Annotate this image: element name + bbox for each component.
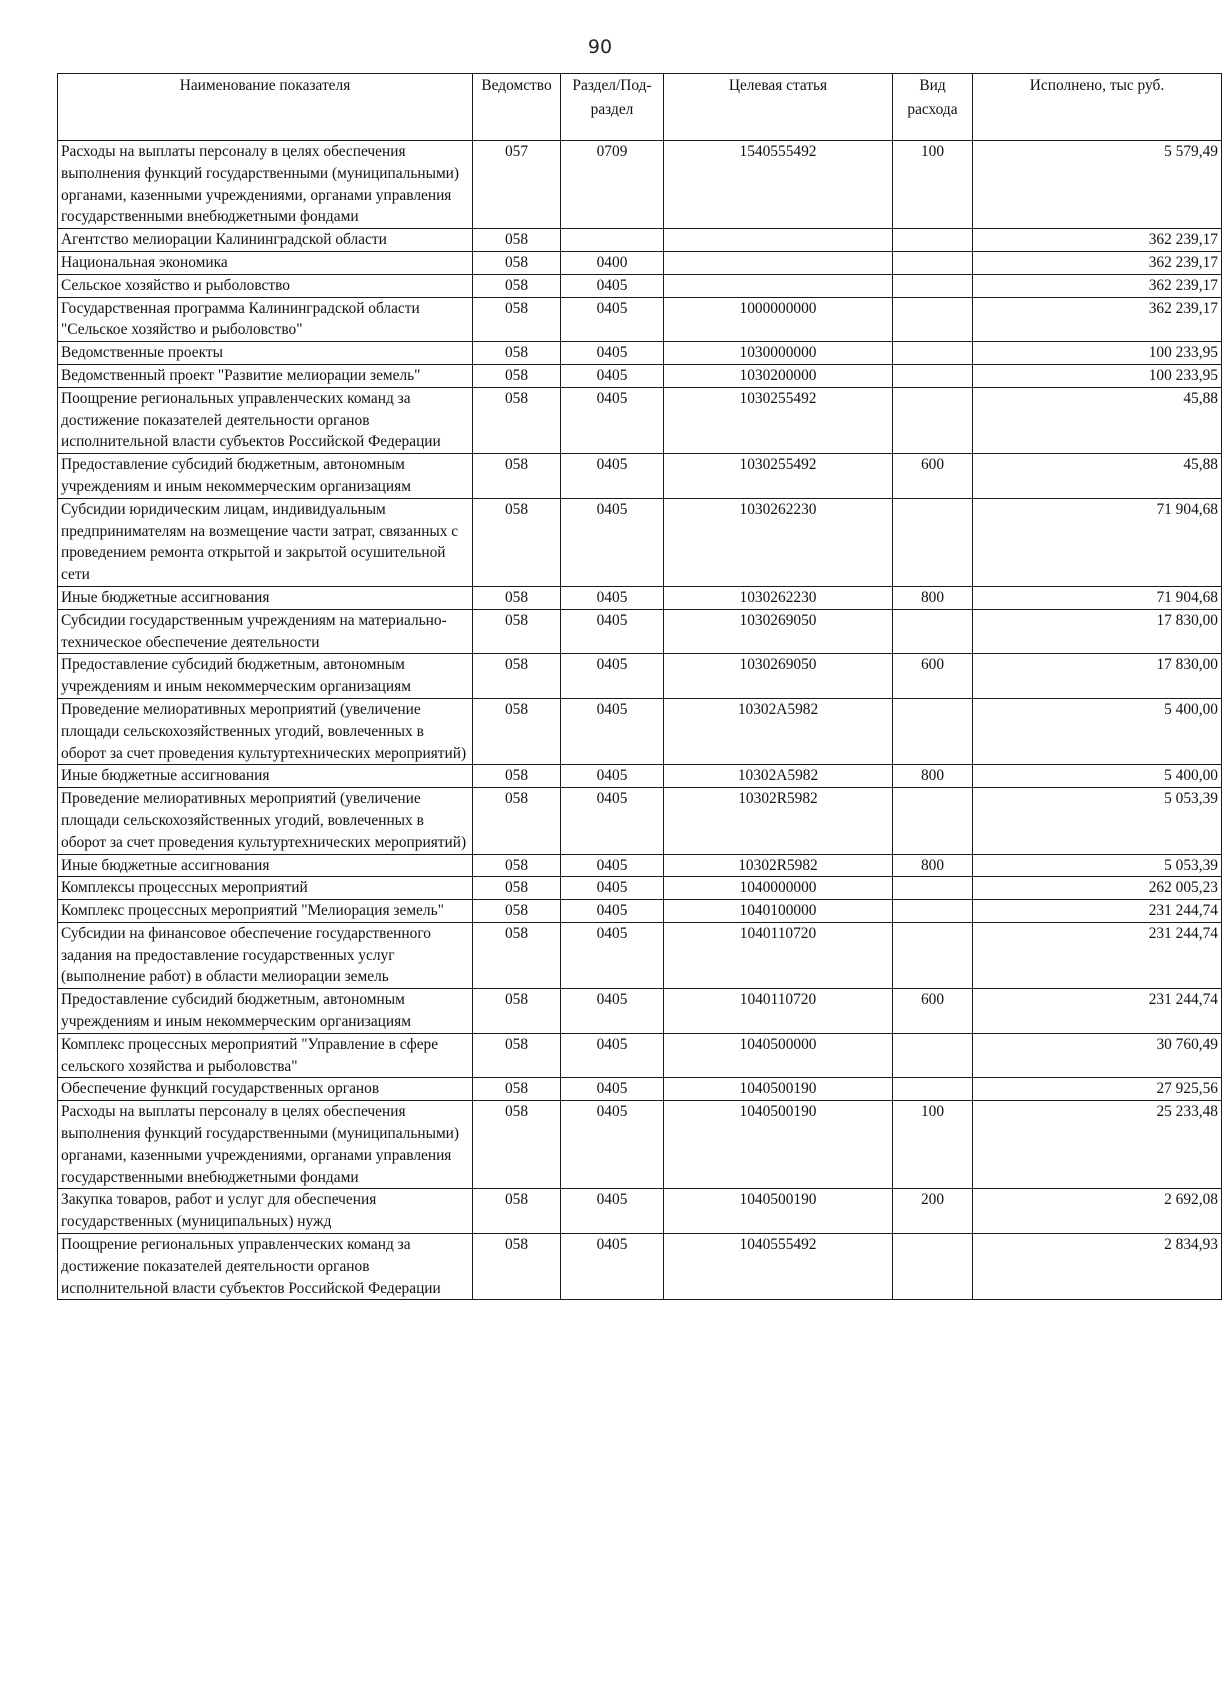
cell-vedomstvo: 058 <box>473 609 561 654</box>
column-header-vedomstvo: Ведомство <box>473 74 561 141</box>
cell-celevaya: 1040000000 <box>664 877 893 900</box>
cell-name: Предоставление субсидий бюджетным, автономным учреждениям и иным некоммерческим организациям <box>58 989 473 1034</box>
cell-name: Ведомственные проекты <box>58 342 473 365</box>
cell-vedomstvo: 058 <box>473 1101 561 1189</box>
cell-celevaya: 10302R5982 <box>664 788 893 854</box>
cell-vid <box>893 342 973 365</box>
table-row <box>58 609 1222 654</box>
cell-vid <box>893 922 973 988</box>
cell-amount: 5 053,39 <box>973 854 1222 877</box>
cell-name: Предоставление субсидий бюджетным, автономным учреждениям и иным некоммерческим организациям <box>58 454 473 499</box>
cell-celevaya: 1040110720 <box>664 989 893 1034</box>
cell-celevaya <box>664 229 893 252</box>
cell-celevaya: 1030269050 <box>664 654 893 699</box>
cell-vedomstvo: 058 <box>473 297 561 342</box>
cell-razdel: 0405 <box>561 922 664 988</box>
cell-amount: 45,88 <box>973 454 1222 499</box>
cell-amount: 2 692,08 <box>973 1189 1222 1234</box>
cell-vid <box>893 1078 973 1101</box>
cell-amount: 5 400,00 <box>973 765 1222 788</box>
cell-amount: 231 244,74 <box>973 922 1222 988</box>
cell-razdel: 0405 <box>561 654 664 699</box>
table-header-row <box>58 74 1222 141</box>
cell-amount: 5 579,49 <box>973 141 1222 229</box>
column-header-razdel: Раздел/Под-раздел <box>561 74 664 141</box>
cell-celevaya: 1030262230 <box>664 586 893 609</box>
cell-razdel: 0405 <box>561 900 664 923</box>
cell-vedomstvo: 058 <box>473 1033 561 1078</box>
cell-razdel: 0405 <box>561 454 664 499</box>
cell-amount: 362 239,17 <box>973 251 1222 274</box>
cell-amount: 362 239,17 <box>973 297 1222 342</box>
cell-name: Иные бюджетные ассигнования <box>58 765 473 788</box>
cell-amount: 262 005,23 <box>973 877 1222 900</box>
table-row <box>58 900 1222 923</box>
table-body <box>58 141 1222 1300</box>
cell-vedomstvo: 058 <box>473 1189 561 1234</box>
cell-vedomstvo: 058 <box>473 1234 561 1300</box>
table-row <box>58 1234 1222 1300</box>
cell-razdel: 0405 <box>561 1033 664 1078</box>
cell-vid <box>893 698 973 764</box>
cell-vedomstvo: 058 <box>473 454 561 499</box>
cell-razdel: 0405 <box>561 1189 664 1234</box>
table-row <box>58 586 1222 609</box>
cell-vedomstvo: 058 <box>473 342 561 365</box>
cell-name: Закупка товаров, работ и услуг для обеспечения государственных (муниципальных) нужд <box>58 1189 473 1234</box>
cell-amount: 5 400,00 <box>973 698 1222 764</box>
table-row <box>58 1189 1222 1234</box>
table-row <box>58 498 1222 586</box>
cell-vid: 600 <box>893 654 973 699</box>
cell-name: Поощрение региональных управленческих команд за достижение показателей деятельности органов исполнительной власти субъектов Российской Федерации <box>58 387 473 453</box>
cell-celevaya: 1030262230 <box>664 498 893 586</box>
cell-celevaya: 1030269050 <box>664 609 893 654</box>
column-header-amount: Исполнено, тыс руб. <box>973 74 1222 141</box>
cell-name: Обеспечение функций государственных органов <box>58 1078 473 1101</box>
cell-razdel: 0405 <box>561 297 664 342</box>
cell-vid <box>893 251 973 274</box>
cell-name: Иные бюджетные ассигнования <box>58 854 473 877</box>
cell-vid: 800 <box>893 765 973 788</box>
cell-vid <box>893 877 973 900</box>
cell-vid: 800 <box>893 586 973 609</box>
table-row <box>58 989 1222 1034</box>
cell-amount: 30 760,49 <box>973 1033 1222 1078</box>
cell-vedomstvo: 058 <box>473 251 561 274</box>
cell-celevaya: 10302A5982 <box>664 698 893 764</box>
cell-vedomstvo: 058 <box>473 498 561 586</box>
cell-name: Комплекс процессных мероприятий "Мелиорация земель" <box>58 900 473 923</box>
cell-name: Сельское хозяйство и рыболовство <box>58 274 473 297</box>
cell-name: Субсидии государственным учреждениям на материально-техническое обеспечение деятельности <box>58 609 473 654</box>
cell-celevaya: 1030000000 <box>664 342 893 365</box>
cell-name: Субсидии юридическим лицам, индивидуальным предпринимателям на возмещение части затрат, связанных с проведением ремонта открытой и закрытой осушительной сети <box>58 498 473 586</box>
cell-razdel: 0400 <box>561 251 664 274</box>
cell-razdel: 0405 <box>561 609 664 654</box>
cell-razdel: 0405 <box>561 498 664 586</box>
cell-amount: 100 233,95 <box>973 364 1222 387</box>
cell-amount: 362 239,17 <box>973 274 1222 297</box>
cell-vedomstvo: 058 <box>473 274 561 297</box>
cell-vid <box>893 1234 973 1300</box>
budget-table <box>57 73 1222 1300</box>
cell-name: Национальная экономика <box>58 251 473 274</box>
cell-vedomstvo: 058 <box>473 765 561 788</box>
cell-razdel: 0405 <box>561 989 664 1034</box>
cell-name: Проведение мелиоративных мероприятий (увеличение площади сельскохозяйственных угодий, вовлеченных в оборот за счет проведения культуртехнических мероприятий) <box>58 698 473 764</box>
cell-celevaya: 1040500190 <box>664 1189 893 1234</box>
cell-amount: 71 904,68 <box>973 586 1222 609</box>
cell-name: Субсидии на финансовое обеспечение государственного задания на предоставление государственных услуг (выполнение работ) в области мелиорации земель <box>58 922 473 988</box>
cell-name: Ведомственный проект "Развитие мелиорации земель" <box>58 364 473 387</box>
cell-vedomstvo: 058 <box>473 900 561 923</box>
table-row <box>58 698 1222 764</box>
cell-vid: 100 <box>893 1101 973 1189</box>
cell-vid <box>893 364 973 387</box>
cell-celevaya: 1040100000 <box>664 900 893 923</box>
table-row <box>58 1078 1222 1101</box>
table-row <box>58 251 1222 274</box>
cell-amount: 100 233,95 <box>973 342 1222 365</box>
table-row <box>58 654 1222 699</box>
cell-vedomstvo: 058 <box>473 854 561 877</box>
cell-vid: 200 <box>893 1189 973 1234</box>
cell-vid <box>893 900 973 923</box>
cell-razdel: 0405 <box>561 274 664 297</box>
cell-vid <box>893 297 973 342</box>
cell-amount: 27 925,56 <box>973 1078 1222 1101</box>
table-row <box>58 342 1222 365</box>
table-row <box>58 877 1222 900</box>
cell-celevaya: 1040555492 <box>664 1234 893 1300</box>
table-row <box>58 1033 1222 1078</box>
cell-vedomstvo: 058 <box>473 698 561 764</box>
column-header-vid: Вид расхода <box>893 74 973 141</box>
table-row <box>58 1101 1222 1189</box>
cell-celevaya: 1030255492 <box>664 387 893 453</box>
cell-vedomstvo: 058 <box>473 788 561 854</box>
cell-razdel: 0405 <box>561 1234 664 1300</box>
cell-celevaya: 1040500190 <box>664 1101 893 1189</box>
cell-vid <box>893 229 973 252</box>
cell-name: Иные бюджетные ассигнования <box>58 586 473 609</box>
cell-razdel: 0405 <box>561 1078 664 1101</box>
cell-razdel: 0709 <box>561 141 664 229</box>
cell-vid: 600 <box>893 989 973 1034</box>
cell-vid: 800 <box>893 854 973 877</box>
cell-vedomstvo: 058 <box>473 922 561 988</box>
cell-vedomstvo: 058 <box>473 229 561 252</box>
column-header-name: Наименование показателя <box>58 74 473 141</box>
cell-vid <box>893 498 973 586</box>
cell-name: Поощрение региональных управленческих команд за достижение показателей деятельности органов исполнительной власти субъектов Российской Федерации <box>58 1234 473 1300</box>
cell-celevaya <box>664 274 893 297</box>
cell-vedomstvo: 058 <box>473 989 561 1034</box>
cell-vedomstvo: 058 <box>473 654 561 699</box>
cell-amount: 45,88 <box>973 387 1222 453</box>
table-row <box>58 364 1222 387</box>
cell-razdel: 0405 <box>561 698 664 764</box>
cell-razdel: 0405 <box>561 387 664 453</box>
cell-celevaya: 1030200000 <box>664 364 893 387</box>
cell-razdel: 0405 <box>561 586 664 609</box>
cell-name: Агентство мелиорации Калининградской области <box>58 229 473 252</box>
cell-vedomstvo: 057 <box>473 141 561 229</box>
cell-amount: 2 834,93 <box>973 1234 1222 1300</box>
cell-vid: 600 <box>893 454 973 499</box>
cell-vedomstvo: 058 <box>473 877 561 900</box>
table-row <box>58 788 1222 854</box>
cell-razdel <box>561 229 664 252</box>
page-number: 90 <box>587 36 613 58</box>
cell-name: Расходы на выплаты персоналу в целях обеспечения выполнения функций государственными (муниципальными) органами, казенными учреждениями, органами управления государственными внебюджетными фондами <box>58 1101 473 1189</box>
cell-vid <box>893 1033 973 1078</box>
cell-name: Комплексы процессных мероприятий <box>58 877 473 900</box>
table-row <box>58 141 1222 229</box>
column-header-celevaya: Целевая статья <box>664 74 893 141</box>
cell-vedomstvo: 058 <box>473 387 561 453</box>
cell-vedomstvo: 058 <box>473 1078 561 1101</box>
cell-celevaya: 1040110720 <box>664 922 893 988</box>
cell-name: Комплекс процессных мероприятий "Управление в сфере сельского хозяйства и рыболовства" <box>58 1033 473 1078</box>
cell-razdel: 0405 <box>561 877 664 900</box>
cell-razdel: 0405 <box>561 342 664 365</box>
cell-celevaya: 10302R5982 <box>664 854 893 877</box>
cell-celevaya: 1040500000 <box>664 1033 893 1078</box>
cell-name: Расходы на выплаты персоналу в целях обеспечения выполнения функций государственными (муниципальными) органами, казенными учреждениями, органами управления государственными внебюджетными фондами <box>58 141 473 229</box>
cell-razdel: 0405 <box>561 854 664 877</box>
cell-vid <box>893 609 973 654</box>
table-row <box>58 922 1222 988</box>
cell-vedomstvo: 058 <box>473 364 561 387</box>
cell-celevaya: 1030255492 <box>664 454 893 499</box>
cell-amount: 71 904,68 <box>973 498 1222 586</box>
cell-amount: 17 830,00 <box>973 654 1222 699</box>
cell-razdel: 0405 <box>561 788 664 854</box>
cell-amount: 5 053,39 <box>973 788 1222 854</box>
table-row <box>58 297 1222 342</box>
table-row <box>58 274 1222 297</box>
cell-name: Государственная программа Калининградской области "Сельское хозяйство и рыболовство" <box>58 297 473 342</box>
cell-name: Проведение мелиоративных мероприятий (увеличение площади сельскохозяйственных угодий, вовлеченных в оборот за счет проведения культуртехнических мероприятий) <box>58 788 473 854</box>
cell-celevaya: 1540555492 <box>664 141 893 229</box>
table-row <box>58 229 1222 252</box>
table-row <box>58 854 1222 877</box>
cell-name: Предоставление субсидий бюджетным, автономным учреждениям и иным некоммерческим организациям <box>58 654 473 699</box>
cell-amount: 362 239,17 <box>973 229 1222 252</box>
cell-vid: 100 <box>893 141 973 229</box>
cell-vid <box>893 387 973 453</box>
cell-amount: 231 244,74 <box>973 989 1222 1034</box>
cell-vid <box>893 788 973 854</box>
table-row <box>58 765 1222 788</box>
cell-amount: 231 244,74 <box>973 900 1222 923</box>
table-row <box>58 454 1222 499</box>
cell-amount: 17 830,00 <box>973 609 1222 654</box>
cell-razdel: 0405 <box>561 364 664 387</box>
cell-vid <box>893 274 973 297</box>
cell-razdel: 0405 <box>561 765 664 788</box>
cell-celevaya: 10302A5982 <box>664 765 893 788</box>
cell-vedomstvo: 058 <box>473 586 561 609</box>
cell-celevaya: 1000000000 <box>664 297 893 342</box>
cell-amount: 25 233,48 <box>973 1101 1222 1189</box>
cell-razdel: 0405 <box>561 1101 664 1189</box>
cell-celevaya <box>664 251 893 274</box>
cell-celevaya: 1040500190 <box>664 1078 893 1101</box>
table-row <box>58 387 1222 453</box>
